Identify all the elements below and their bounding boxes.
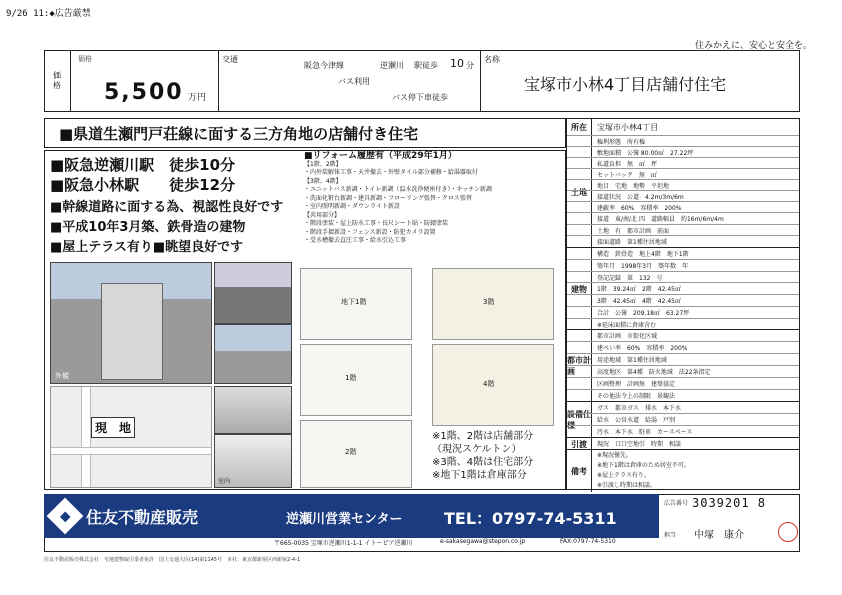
reform-line: ・受水槽撤去直圧工事・給水引込工事 (304, 237, 407, 244)
handover-value: 現況 口口空地引 時期 相談 (567, 437, 799, 449)
floor-label: 4階 (483, 380, 495, 388)
transport-line: 阪急今津線 (304, 61, 344, 70)
fax-header: 9/26 11:◆広告厳禁 (6, 9, 91, 19)
transport-station: 逆瀬川 (380, 61, 404, 70)
reform-history (304, 152, 566, 246)
reform-line: ・階段塗装・屋上防水工事・長尺シート貼・防錆塗装 (304, 220, 449, 227)
equipment-row: 汚水 本下水 駐車 カースペース (567, 425, 799, 437)
reform-line: 【3階、4階】 (304, 177, 342, 185)
walk-label: 駅徒歩 (414, 61, 438, 70)
reform-line: 【1階、2階】 (304, 160, 342, 168)
note-line: ※1階、2階は店舗部分 (432, 431, 534, 442)
floor-plan-b1 (300, 268, 412, 340)
ad-number: 3039201 8 (692, 496, 767, 510)
floor-plan-1f (300, 344, 412, 416)
exterior-caption: 外観 (55, 372, 69, 380)
land-row: 接面道路 第1種住居地域 (567, 235, 799, 247)
city-plan-row: 区画整理 計画無 建築協定 (567, 377, 799, 389)
remarks-row: ※屋上テラス有り。 (597, 471, 650, 479)
land-label: 土地 (567, 135, 592, 248)
land-row: 権利形態 所有権 (567, 135, 799, 146)
equipment-row: ガス 都市ガス 排水 本下水 (567, 401, 799, 413)
office-address: 〒665-0035 宝塚市逆瀬川1-1-1 イトーピア逆瀬川 (274, 540, 413, 547)
brand-banner (44, 494, 274, 538)
office-name: 逆瀬川営業センター (286, 512, 403, 527)
building-shape (101, 283, 163, 380)
price-label: 価格 (78, 55, 92, 63)
footer-small-print: 住友不動産販売株式会社 宅地建物取引業者免許 国土交通大臣(14)第1145号 本社：東京都新宿区西新宿2-4-1 (44, 557, 301, 563)
building-row: ※延床面積に倉庫含む (567, 318, 799, 329)
reform-line: ・内外装解体工事・天井撤去・外壁タイル部分補修・給湯器取付 (304, 169, 478, 176)
name-label: 名称 (484, 55, 500, 64)
bus-stop-label: バス停下車徒歩 (392, 93, 448, 102)
land-row: 地目 宅地 地勢 平坦地 (567, 179, 799, 190)
floor-label: 2階 (345, 448, 357, 456)
feature-3: ■幹線道路に面する為、視認性良好です (50, 200, 284, 215)
tagline: 住みかえに、安心と安全を。 (694, 41, 812, 51)
header-divider-2 (480, 50, 481, 112)
walk-unit: 分 (466, 61, 474, 70)
building-label: 建物 (567, 247, 592, 330)
city-plan-row: 高度地区 第4種 防火地域 法22条指定 (567, 365, 799, 377)
building-row: 合計 公簿 209.18㎡ 63.27坪 (567, 306, 799, 318)
floor-label: 地下1階 (341, 298, 367, 306)
building-row: 3階 42.45㎡ 4階 42.45㎡ (567, 294, 799, 306)
person-name: 中塚 康介 (694, 530, 744, 541)
feature-4: ■平成10年3月築、鉄骨造の建物 (50, 220, 246, 235)
remarks-row: ※地下1階は倉庫のため居室不可。 (597, 461, 690, 469)
land-row: 私道負担 無 ㎡ 坪 (567, 157, 799, 168)
reform-heading: ■リフォーム履歴有（平成29年1月） (304, 151, 457, 161)
land-row: 接道 東/南/北 四 道路幅員 約16m/6m/4m (567, 212, 799, 224)
header-divider (218, 50, 219, 112)
seal-stamp-icon (778, 522, 798, 542)
office-fax: FAX:0797-74-5310 (560, 538, 616, 545)
equipment-row: 給水 公営水道 給湯 戸別 (567, 413, 799, 425)
feature-2: ■阪急小林駅 徒歩12分 (50, 176, 236, 194)
land-row: 土地 有 都市計画 前面 (567, 224, 799, 235)
land-row: 建蔽率 60% 容積率 200% (567, 201, 799, 212)
property-title: ■県道生瀬門戸荘線に面する三方角地の店舗付き住宅 (44, 118, 566, 148)
office-email: e-sakasegawa@stepon.co.jp (440, 538, 526, 545)
city-plan-row: 建ぺい率 60% 容積率 200% (567, 341, 799, 353)
city-plan-row: 都市計画 市街化区域 (567, 329, 799, 341)
land-row: 接道状況 公道 4.2m/3m/6m (567, 190, 799, 201)
reform-line: 【共用部分】 (304, 211, 341, 219)
transport-label: 交通 (222, 55, 238, 64)
walk-minutes: 10 (450, 57, 464, 70)
interior-caption: 室内 (218, 478, 231, 485)
building-row: 構造 鉄骨造 地上4階 地下1階 (567, 247, 799, 259)
price-side-label: 価格 (44, 50, 71, 112)
map-site-label: 現 地 (91, 417, 135, 438)
location-value: 宝塚市小林4丁目 (597, 122, 659, 132)
exterior-photo (50, 262, 212, 384)
building-row: 1階 39.24㎡ 2階 42.45㎡ (567, 282, 799, 294)
floor-label: 1階 (345, 374, 357, 382)
side-photo-1 (214, 262, 292, 324)
reform-line: ・階段手摺新設・フェンス新設・防犯カメラ設置 (304, 228, 436, 236)
floor-notes (432, 430, 533, 482)
note-line: ※3階、4階は住宅部分 (432, 457, 534, 468)
feature-1: ■阪急逆瀬川駅 徒歩10分 (50, 156, 236, 174)
interior-photo-2 (214, 434, 292, 488)
ad-number-label: 広告番号 (664, 500, 689, 507)
floor-label: 3階 (483, 298, 495, 306)
map-road (81, 387, 91, 487)
location-label: 所在 (567, 119, 592, 135)
city-plan-label: 都市計画 (567, 329, 592, 402)
map-road (51, 447, 211, 455)
floor-plan-3f (432, 268, 554, 340)
building-row: 登記記録 第 132 号 (567, 271, 799, 282)
feature-5: ■屋上テラス有り■眺望良好です (50, 240, 244, 255)
city-plan-row: その他法令上の制限 景観法 (567, 389, 799, 401)
person-label: 担当 (664, 532, 677, 539)
note-line: ※地下1階は倉庫部分 (432, 470, 527, 481)
office-banner (274, 494, 659, 538)
equipment-label: 設備仕様 (567, 401, 592, 438)
spec-table (566, 118, 800, 490)
floor-plan-4f (432, 344, 554, 426)
side-photo-2 (214, 324, 292, 384)
reform-line: ・洗面化粧台新調・建具新調・フローリング張替・クロス張替 (304, 194, 472, 202)
office-tel: TEL：0797-74-5311 (444, 509, 617, 528)
company-logo-icon: ◆ (47, 498, 84, 535)
price-unit: 万円 (188, 93, 207, 103)
reform-line: ・室内照明新調・ダウンライト新設 (304, 203, 400, 210)
note-line: （現況スケルトン） (432, 444, 522, 455)
handover-label: 引渡 (567, 437, 592, 450)
property-name: 宝塚市小林4丁目店舗付住宅 (524, 75, 727, 94)
location-map (50, 386, 212, 488)
city-plan-row: 用途地域 第1種住居地域 (567, 353, 799, 365)
floor-plan-2f (300, 420, 412, 488)
brand-name: 住友不動産販売 (86, 507, 199, 527)
interior-photo-1 (214, 386, 292, 434)
price-value: 5,500 (104, 80, 184, 105)
remarks-label: 備考 (567, 449, 592, 492)
remarks-row: ※現況優先。 (567, 449, 799, 459)
land-row: セットバック 無 ㎡ (567, 168, 799, 179)
land-row: 敷地面積 公簿 80.00㎡ 27.22坪 (567, 146, 799, 157)
bus-label: バス利用 (338, 77, 370, 86)
remarks-row: ※引渡し時期は相談。 (597, 481, 657, 489)
reform-line: ・ユニットバス新調・トイレ新調（温水洗浄便座付き）・キッチン新調 (304, 186, 492, 193)
building-row: 築年月 1998年3月 築年数 年 (567, 259, 799, 271)
